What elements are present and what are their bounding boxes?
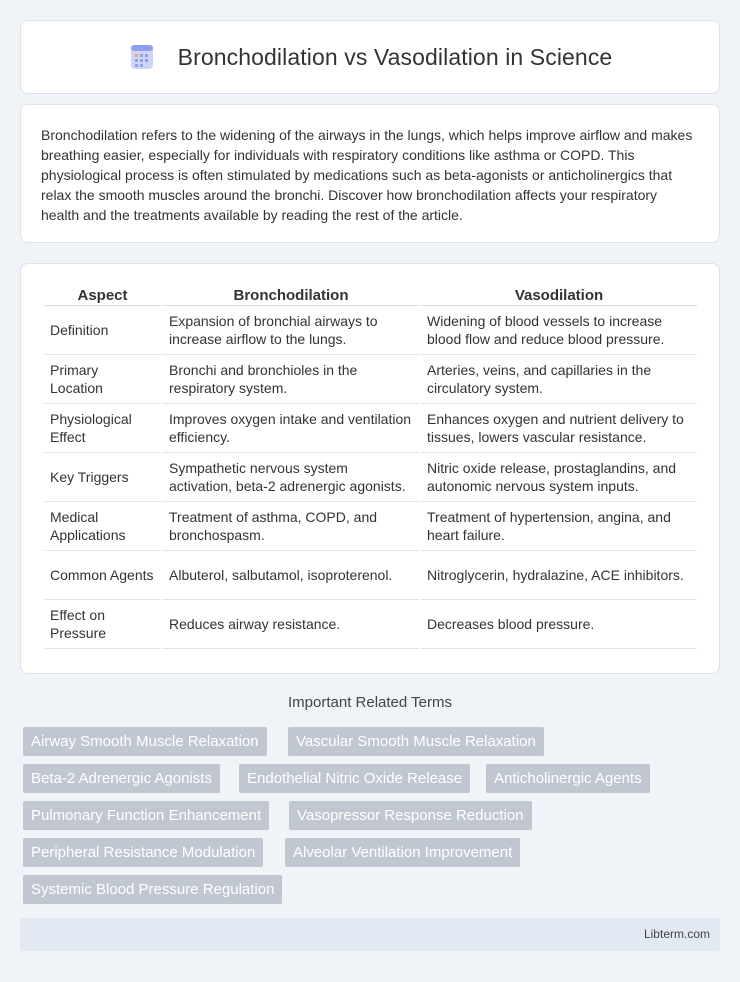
related-term-tag[interactable]: Pulmonary Function Enhancement	[23, 801, 269, 830]
intro-card	[20, 104, 720, 243]
related-term-tag[interactable]: Vasopressor Response Reduction	[289, 801, 532, 830]
related-term-tag[interactable]: Anticholinergic Agents	[486, 764, 650, 793]
bronchodilation-cell: Sympathetic nervous system activation, beta-2 adrenergic agonists.	[163, 453, 419, 502]
table-row	[44, 600, 697, 649]
table-row	[44, 502, 697, 551]
related-term-tag[interactable]: Systemic Blood Pressure Regulation	[23, 875, 282, 904]
related-term-tag[interactable]: Beta-2 Adrenergic Agonists	[23, 764, 220, 793]
header-bronchodilation: Bronchodilation	[163, 286, 419, 306]
footer	[20, 918, 720, 951]
vasodilation-cell: Treatment of hypertension, angina, and heart failure.	[421, 502, 697, 551]
aspect-cell: Key Triggers	[44, 453, 161, 502]
vasodilation-cell: Nitroglycerin, hydralazine, ACE inhibitors.	[421, 551, 697, 600]
vasodilation-cell: Decreases blood pressure.	[421, 600, 697, 649]
header-aspect: Aspect	[44, 286, 161, 306]
bronchodilation-cell: Albuterol, salbutamol, isoproterenol.	[163, 551, 419, 600]
page-title: Bronchodilation vs Vasodilation in Science	[177, 43, 613, 70]
title-card	[20, 20, 720, 94]
bronchodilation-cell: Reduces airway resistance.	[163, 600, 419, 649]
bronchodilation-cell: Treatment of asthma, COPD, and bronchospasm.	[163, 502, 419, 551]
table-row	[44, 551, 697, 600]
vasodilation-cell: Enhances oxygen and nutrient delivery to tissues, lowers vascular resistance.	[421, 404, 697, 453]
bronchodilation-cell: Bronchi and bronchioles in the respiratory system.	[163, 355, 419, 404]
aspect-cell: Definition	[44, 306, 161, 355]
related-term-tag[interactable]: Airway Smooth Muscle Relaxation	[23, 727, 267, 756]
intro-paragraph: Bronchodilation refers to the widening of the airways in the lungs, which helps improve airflow and makes breathing easier, especially for individuals with respiratory conditions like asthma or COPD. This physiological process is often stimulated by medications such as beta-agonists or anticholinergics that relax the smooth muscles around the bronchi. Discover how bronchodilation affects your respiratory health and the treatments available by reading the rest of the article.	[41, 127, 693, 223]
bronchodilation-cell: Expansion of bronchial airways to increase airflow to the lungs.	[163, 306, 419, 355]
table-row	[44, 404, 697, 453]
related-term-tag[interactable]: Vascular Smooth Muscle Relaxation	[288, 727, 544, 756]
footer-site-link[interactable]: Libterm.com	[643, 927, 710, 941]
vasodilation-cell: Widening of blood vessels to increase blood flow and reduce blood pressure.	[421, 306, 697, 355]
related-terms-title: Important Related Terms	[288, 694, 452, 711]
document-list-icon	[128, 43, 156, 71]
header-vasodilation: Vasodilation	[421, 286, 697, 306]
comparison-table	[42, 286, 699, 649]
vasodilation-cell: Arteries, veins, and capillaries in the circulatory system.	[421, 355, 697, 404]
table-row	[44, 453, 697, 502]
aspect-cell: Common Agents	[44, 551, 161, 600]
related-term-tag[interactable]: Alveolar Ventilation Improvement	[285, 838, 520, 867]
aspect-cell: Medical Applications	[44, 502, 161, 551]
table-header-row	[44, 286, 697, 306]
related-term-tag[interactable]: Endothelial Nitric Oxide Release	[239, 764, 470, 793]
related-term-tag[interactable]: Peripheral Resistance Modulation	[23, 838, 263, 867]
bronchodilation-cell: Improves oxygen intake and ventilation efficiency.	[163, 404, 419, 453]
table-row	[44, 355, 697, 404]
comparison-table-card	[20, 263, 720, 674]
vasodilation-cell: Nitric oxide release, prostaglandins, and autonomic nervous system inputs.	[421, 453, 697, 502]
aspect-cell: Effect on Pressure	[44, 600, 161, 649]
table-row	[44, 306, 697, 355]
aspect-cell: Physiological Effect	[44, 404, 161, 453]
aspect-cell: Primary Location	[44, 355, 161, 404]
